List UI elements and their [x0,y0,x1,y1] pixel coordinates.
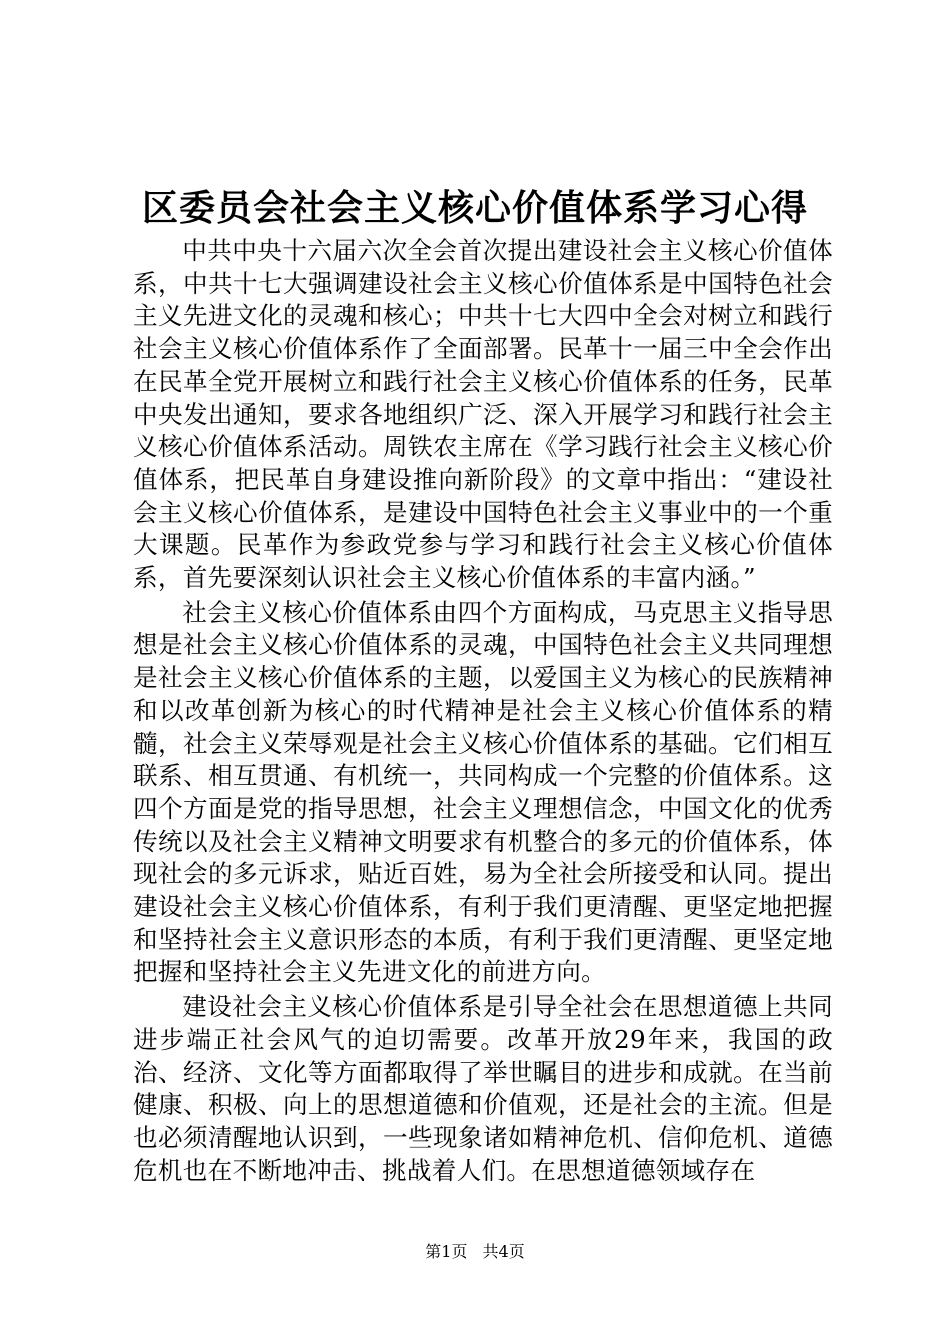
page-total: 共4页 [482,1242,525,1261]
paragraph-3: 建设社会主义核心价值体系是引导全社会在思想道德上共同进步端正社会风气的迫切需要。改革开放29年来，我国的政治、经济、文化等方面都取得了举世瞩目的进步和成就。在当前健康、积极、向上的思想道德和价值观，还是社会的主流。但是也必须清醒地认识到，一些现象诸如精神危机、信仰危机、道德危机也在不断地冲击、挑战着人们。在思想道德领域存在 [133,992,833,1185]
paragraph-1: 中共中央十六届六次全会首次提出建设社会主义核心价值体系，中共十七大强调建设社会主义核心价值体系是中国特色社会主义先进文化的灵魂和核心；中共十七大四中全会对树立和践行社会主义核心价值体系作了全面部署。民革十一届三中全会作出在民革全党开展树立和践行社会主义核心价值体系的任务，民革中央发出通知，要求各地组织广泛、深入开展学习和践行社会主义核心价值体系活动。周铁农主席在《学习践行社会主义核心价值体系，把民革自身建设推向新阶段》的文章中指出：“建设社会主义核心价值体系，是建设中国特色社会主义事业中的一个重大课题。民革作为参政党参与学习和践行社会主义核心价值体系，首先要深刻认识社会主义核心价值体系的丰富内涵。” [133,236,833,593]
paragraph-2: 社会主义核心价值体系由四个方面构成，马克思主义指导思想是社会主义核心价值体系的灵魂，中国特色社会主义共同理想是社会主义核心价值体系的主题，以爱国主义为核心的民族精神和以改革创新为核心的时代精神是社会主义核心价值体系的精髓，社会主义荣辱观是社会主义核心价值体系的基础。它们相互联系、相互贯通、有机统一，共同构成一个完整的价值体系。这四个方面是党的指导思想，社会主义理想信念，中国文化的优秀传统以及社会主义精神文明要求有机整合的多元的价值体系，体现社会的多元诉求，贴近百姓，易为全社会所接受和认同。提出建设社会主义核心价值体系，有利于我们更清醒、更坚定地把握和坚持社会主义意识形态的本质，有利于我们更清醒、更坚定地把握和坚持社会主义先进文化的前进方向。 [133,597,833,987]
page-footer [0,1241,950,1263]
page-number: 第1页 [425,1242,468,1261]
document-body [133,235,833,1187]
document-title: 区委员会社会主义核心价值体系学习心得 [141,188,808,229]
